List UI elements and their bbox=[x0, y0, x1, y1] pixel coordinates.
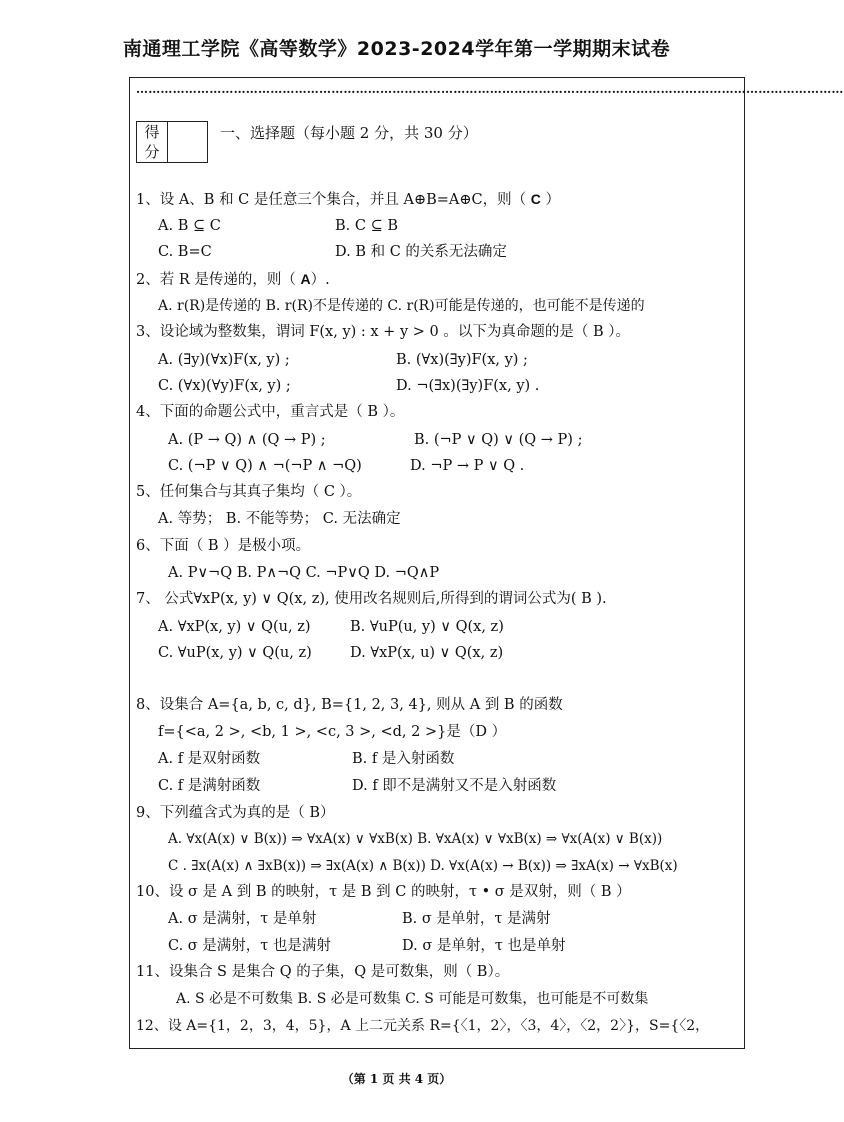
question-7-stem: 7、 公式∀xP(x, y) ∨ Q(x, z), 使用改名规则后,所得到的谓词公式为( B ). bbox=[136, 591, 607, 607]
answer: A bbox=[300, 271, 311, 287]
question-3-option-a: A. (∃y)(∀x)F(x, y) ; bbox=[158, 352, 290, 368]
question-4-option-d: D. ¬P → P ∨ Q . bbox=[410, 458, 525, 474]
question-9-options-cd: C . ∃x(A(x) ∧ ∃xB(x)) ⇒ ∃x(A(x) ∧ B(x)) D. ∀x(A(x) → B(x)) ⇒ ∃xA(x) → ∀xB(x) bbox=[168, 858, 678, 874]
question-4-option-b: B. (¬P ∨ Q) ∨ (Q → P) ; bbox=[414, 432, 583, 448]
question-11-options: A. S 必是不可数集 B. S 必是可数集 C. S 可能是可数集，也可能是不可数集 bbox=[176, 991, 649, 1007]
question-4-option-c: C. (¬P ∨ Q) ∧ ¬(¬P ∧ ¬Q) bbox=[168, 458, 362, 474]
question-1-option-d: D. B 和 C 的关系无法确定 bbox=[335, 244, 507, 260]
stem-close: ）. bbox=[310, 272, 330, 288]
question-2-options: A. r(R)是传递的 B. r(R)不是传递的 C. r(R)可能是传递的，也可能不是传递的 bbox=[158, 298, 645, 314]
question-1-option-b: B. C ⊆ B bbox=[335, 218, 398, 234]
question-7-option-d: D. ∀xP(x, u) ∨ Q(x, z) bbox=[350, 645, 504, 661]
question-2-stem bbox=[136, 269, 330, 290]
question-9-options-ab: A. ∀x(A(x) ∨ B(x)) ⇒ ∀xA(x) ∨ ∀xB(x) B. ∀xA(x) ∨ ∀xB(x) ⇒ ∀x(A(x) ∨ B(x)) bbox=[168, 831, 663, 847]
question-8-option-c: C. f 是满射函数 bbox=[158, 778, 261, 794]
question-3-option-c: C. (∀x)(∀y)F(x, y) ; bbox=[158, 378, 291, 394]
question-1-stem bbox=[136, 189, 560, 210]
question-7-option-b: B. ∀uP(u, y) ∨ Q(x, z) bbox=[350, 619, 504, 635]
section-title: 一、选择题（每小题 2 分，共 30 分） bbox=[220, 124, 478, 142]
question-8-option-d: D. f 即不是满射又不是入射函数 bbox=[352, 778, 557, 794]
question-stem-text: 2、若 R 是传递的，则（ bbox=[136, 272, 296, 288]
question-5-stem: 5、任何集合与其真子集均（ C ）。 bbox=[136, 484, 362, 500]
question-4-option-a: A. (P → Q) ∧ (Q → P) ; bbox=[168, 432, 326, 448]
page-title: 南通理工学院《高等数学》2023-2024学年第一学期期末试卷 bbox=[122, 38, 671, 60]
question-stem-text: 1、设 A、B 和 C 是任意三个集合，并且 A⊕B=A⊕C，则（ bbox=[136, 192, 527, 208]
question-5-options: A. 等势； B. 不能等势； C. 无法确定 bbox=[158, 511, 401, 527]
question-4-stem: 4、下面的命题公式中，重言式是（ B ）。 bbox=[136, 404, 405, 420]
question-10-option-b: B. σ 是单射，τ 是满射 bbox=[402, 911, 551, 927]
question-12-stem: 12、设 A={1，2，3，4，5}，A 上二元关系 R={〈1，2〉，〈3，4〉，〈2，2〉}，S={〈2， bbox=[136, 1018, 710, 1034]
score-label-top: 得 bbox=[144, 123, 160, 141]
question-10-stem: 10、设 σ 是 A 到 B 的映射，τ 是 B 到 C 的映射，τ • σ 是双射，则（ B ） bbox=[136, 884, 631, 900]
question-3-stem: 3、设论域为整数集，谓词 F(x, y) : x + y > 0 。以下为真命题的是（ B ）。 bbox=[136, 324, 630, 340]
question-7-option-a: A. ∀xP(x, y) ∨ Q(u, z) bbox=[158, 619, 311, 635]
question-10-option-a: A. σ 是满射，τ 是单射 bbox=[168, 911, 317, 927]
question-11-stem: 11、设集合 S 是集合 Q 的子集，Q 是可数集，则（ B）。 bbox=[136, 964, 510, 980]
question-1-option-a: A. B ⊆ C bbox=[158, 218, 221, 234]
question-10-option-d: D. σ 是单射，τ 也是单射 bbox=[402, 938, 566, 954]
question-8-stem-continued: f={<a, 2 >, <b, 1 >, <c, 3 >, <d, 2 >}是（D ） bbox=[158, 724, 507, 740]
question-3-option-d: D. ¬(∃x)(∃y)F(x, y) . bbox=[396, 378, 540, 394]
page-footer: （第 1 页 共 4 页） bbox=[341, 1072, 452, 1086]
question-10-option-c: C. σ 是满射，τ 也是满射 bbox=[168, 938, 331, 954]
question-7-option-c: C. ∀uP(x, y) ∨ Q(u, z) bbox=[158, 645, 312, 661]
question-6-stem: 6、下面（ B ）是极小项。 bbox=[136, 538, 311, 554]
score-label bbox=[137, 122, 168, 162]
answer: C bbox=[530, 191, 541, 207]
question-9-stem: 9、下列蕴含式为真的是（ B） bbox=[136, 805, 335, 821]
question-6-options: A. P∨¬Q B. P∧¬Q C. ¬P∨Q D. ¬Q∧P bbox=[168, 565, 440, 581]
score-label-bottom: 分 bbox=[144, 143, 160, 161]
question-1-option-c: C. B=C bbox=[158, 244, 212, 260]
question-8-stem: 8、设集合 A={a, b, c, d}, B={1, 2, 3, 4}, 则从 A 到 B 的函数 bbox=[136, 697, 563, 713]
question-8-option-b: B. f 是入射函数 bbox=[352, 751, 455, 767]
dotted-separator: ………………………………………………………………………………………………………………………………………………………… bbox=[136, 82, 844, 96]
stem-close: ） bbox=[545, 192, 560, 208]
question-8-option-a: A. f 是双射函数 bbox=[158, 751, 261, 767]
question-3-option-b: B. (∀x)(∃y)F(x, y) ; bbox=[396, 352, 528, 368]
score-box bbox=[136, 121, 208, 163]
